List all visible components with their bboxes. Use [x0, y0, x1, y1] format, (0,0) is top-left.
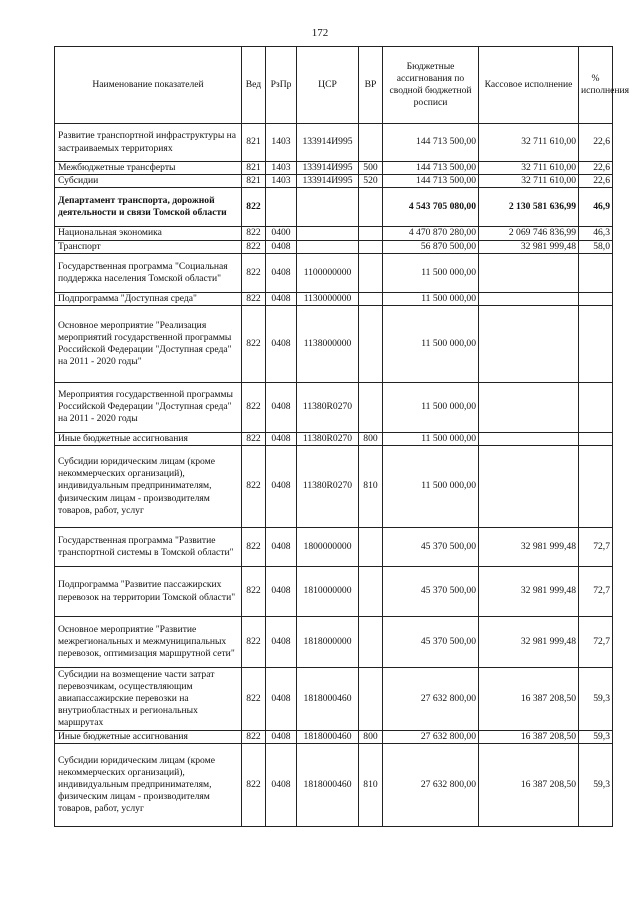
cell-rzpr: 0408	[266, 253, 297, 292]
budget-execution-table	[54, 46, 630, 827]
cell-vr: 800	[359, 432, 383, 445]
cell-budget: 11 500 000,00	[383, 292, 479, 305]
cell-csr: 11380R0270	[297, 446, 359, 528]
cell-vr	[359, 253, 383, 292]
cell-rzpr: 0408	[266, 292, 297, 305]
table-row	[55, 528, 613, 567]
cell-vr: 500	[359, 162, 383, 175]
cell-rzpr: 0408	[266, 446, 297, 528]
cell-cash: 32 981 999,48	[479, 240, 579, 253]
cell-vr	[359, 528, 383, 567]
cell-ved: 822	[242, 567, 266, 617]
column-header-rzpr: РзПр	[266, 47, 297, 124]
table-row	[55, 124, 613, 162]
cell-budget: 27 632 800,00	[383, 731, 479, 744]
cell-cash: 16 387 208,50	[479, 731, 579, 744]
cell-name: Развитие транспортной инфраструктуры на застраиваемых территориях	[55, 124, 242, 162]
cell-ved: 821	[242, 175, 266, 188]
cell-name: Субсидии	[55, 175, 242, 188]
cell-name: Основное мероприятие "Развитие межрегиональных и межмуниципальных перевозок, оптимизация маршрутной сети"	[55, 617, 242, 668]
cell-budget: 11 500 000,00	[383, 446, 479, 528]
cell-percent	[579, 305, 613, 382]
table-row	[55, 668, 613, 731]
cell-rzpr: 1403	[266, 162, 297, 175]
cell-rzpr: 0408	[266, 240, 297, 253]
cell-cash: 2 069 746 836,99	[479, 227, 579, 240]
cell-cash	[479, 446, 579, 528]
cell-vr	[359, 124, 383, 162]
cell-name: Мероприятия государственной программы Российской Федерации "Доступная среда" на 2011 - 2020 годы	[55, 382, 242, 432]
cell-ved: 822	[242, 227, 266, 240]
cell-csr: 1818000460	[297, 731, 359, 744]
cell-budget: 56 870 500,00	[383, 240, 479, 253]
cell-percent: 59,3	[579, 668, 613, 731]
cell-percent: 72,7	[579, 617, 613, 668]
cell-rzpr: 1403	[266, 175, 297, 188]
cell-percent	[579, 253, 613, 292]
cell-rzpr: 0408	[266, 432, 297, 445]
cell-budget: 45 370 500,00	[383, 567, 479, 617]
cell-vr	[359, 567, 383, 617]
cell-name: Субсидии юридическим лицам (кроме некоммерческих организаций), индивидуальным предпринимателям, физическим лицам - производителям товаров, работ, услуг	[55, 744, 242, 827]
cell-budget: 45 370 500,00	[383, 528, 479, 567]
table-row	[55, 292, 613, 305]
cell-csr: 11380R0270	[297, 432, 359, 445]
cell-cash: 2 130 581 636,99	[479, 188, 579, 227]
cell-rzpr: 0408	[266, 731, 297, 744]
table-row	[55, 382, 613, 432]
cell-rzpr: 0408	[266, 668, 297, 731]
cell-ved: 822	[242, 305, 266, 382]
cell-rzpr: 0408	[266, 617, 297, 668]
cell-budget: 144 713 500,00	[383, 124, 479, 162]
cell-name: Государственная программа "Развитие транспортной системы в Томской области"	[55, 528, 242, 567]
cell-cash: 16 387 208,50	[479, 744, 579, 827]
cell-rzpr: 1403	[266, 124, 297, 162]
cell-rzpr: 0408	[266, 567, 297, 617]
cell-cash: 32 981 999,48	[479, 567, 579, 617]
cell-cash: 32 981 999,48	[479, 528, 579, 567]
cell-budget: 11 500 000,00	[383, 382, 479, 432]
cell-budget: 11 500 000,00	[383, 305, 479, 382]
cell-cash	[479, 253, 579, 292]
cell-ved: 822	[242, 744, 266, 827]
cell-vr	[359, 292, 383, 305]
cell-csr: 1818000460	[297, 744, 359, 827]
cell-name: Межбюджетные трансферты	[55, 162, 242, 175]
cell-vr: 520	[359, 175, 383, 188]
cell-ved: 822	[242, 240, 266, 253]
page-number: 172	[311, 27, 329, 39]
table-row	[55, 617, 613, 668]
cell-budget: 11 500 000,00	[383, 253, 479, 292]
column-header-csr: ЦСР	[297, 47, 359, 124]
cell-cash: 16 387 208,50	[479, 668, 579, 731]
cell-csr	[297, 227, 359, 240]
cell-name: Государственная программа "Социальная поддержка населения Томской области"	[55, 253, 242, 292]
cell-csr: 1800000000	[297, 528, 359, 567]
cell-csr: 133914И995	[297, 124, 359, 162]
cell-name: Подпрограмма "Развитие пассажирских перевозок на территории Томской области"	[55, 567, 242, 617]
column-header-vr: ВР	[359, 47, 383, 124]
cell-cash	[479, 432, 579, 445]
cell-csr	[297, 188, 359, 227]
cell-csr: 1130000000	[297, 292, 359, 305]
cell-vr	[359, 227, 383, 240]
table-row	[55, 240, 613, 253]
cell-rzpr: 0408	[266, 744, 297, 827]
cell-csr: 11380R0270	[297, 382, 359, 432]
cell-budget: 144 713 500,00	[383, 162, 479, 175]
cell-ved: 821	[242, 124, 266, 162]
cell-ved: 821	[242, 162, 266, 175]
table-row	[55, 162, 613, 175]
table-row	[55, 567, 613, 617]
column-header-name: Наименование показателей	[55, 47, 242, 124]
cell-percent: 46,9	[579, 188, 613, 227]
cell-name: Департамент транспорта, дорожной деятельности и связи Томской области	[55, 188, 242, 227]
cell-vr	[359, 617, 383, 668]
cell-percent: 22,6	[579, 162, 613, 175]
column-header-ved: Вед	[242, 47, 266, 124]
cell-percent	[579, 432, 613, 445]
cell-name: Субсидии на возмещение части затрат перевозчикам, осуществляющим авиапассажирские перевозки на внутриобластных и региональных маршрутах	[55, 668, 242, 731]
cell-cash: 32 981 999,48	[479, 617, 579, 668]
cell-csr: 133914И995	[297, 175, 359, 188]
cell-ved: 822	[242, 432, 266, 445]
cell-ved: 822	[242, 292, 266, 305]
cell-percent: 72,7	[579, 528, 613, 567]
column-header-budget: Бюджетные ассигнования по сводной бюджетной росписи	[383, 47, 479, 124]
cell-ved: 822	[242, 617, 266, 668]
cell-vr: 810	[359, 446, 383, 528]
cell-name: Иные бюджетные ассигнования	[55, 432, 242, 445]
cell-budget: 27 632 800,00	[383, 744, 479, 827]
cell-percent	[579, 292, 613, 305]
cell-csr: 1810000000	[297, 567, 359, 617]
cell-name: Иные бюджетные ассигнования	[55, 731, 242, 744]
cell-percent: 22,6	[579, 175, 613, 188]
cell-ved: 822	[242, 731, 266, 744]
table-row	[55, 446, 613, 528]
cell-csr: 133914И995	[297, 162, 359, 175]
cell-name: Основное мероприятие "Реализация мероприятий государственной программы Российской Федерации "Доступная среда" на 2011 - 2020 годы"	[55, 305, 242, 382]
cell-budget: 144 713 500,00	[383, 175, 479, 188]
cell-ved: 822	[242, 528, 266, 567]
table-header-row	[55, 47, 613, 124]
cell-cash: 32 711 610,00	[479, 162, 579, 175]
cell-rzpr	[266, 188, 297, 227]
table-row	[55, 305, 613, 382]
cell-csr: 1818000000	[297, 617, 359, 668]
cell-name: Национальная экономика	[55, 227, 242, 240]
column-header-cash: Кассовое исполнение	[479, 47, 579, 124]
cell-percent: 59,3	[579, 731, 613, 744]
table-row	[55, 744, 613, 827]
column-header-percent: % исполнения	[579, 47, 613, 124]
cell-vr	[359, 382, 383, 432]
cell-rzpr: 0408	[266, 305, 297, 382]
cell-vr: 810	[359, 744, 383, 827]
cell-vr	[359, 668, 383, 731]
cell-ved: 822	[242, 188, 266, 227]
cell-budget: 4 470 870 280,00	[383, 227, 479, 240]
cell-budget: 11 500 000,00	[383, 432, 479, 445]
cell-percent: 58,0	[579, 240, 613, 253]
cell-ved: 822	[242, 668, 266, 731]
cell-ved: 822	[242, 382, 266, 432]
table-row	[55, 432, 613, 445]
cell-rzpr: 0400	[266, 227, 297, 240]
table-row	[55, 227, 613, 240]
cell-name: Субсидии юридическим лицам (кроме некоммерческих организаций), индивидуальным предпринимателям, физическим лицам - производителям товаров, работ, услуг	[55, 446, 242, 528]
cell-ved: 822	[242, 446, 266, 528]
cell-name: Транспорт	[55, 240, 242, 253]
cell-budget: 4 543 705 080,00	[383, 188, 479, 227]
table-row	[55, 188, 613, 227]
cell-budget: 27 632 800,00	[383, 668, 479, 731]
cell-rzpr: 0408	[266, 528, 297, 567]
cell-csr	[297, 240, 359, 253]
table-row	[55, 175, 613, 188]
cell-csr: 1818000460	[297, 668, 359, 731]
cell-csr: 1138000000	[297, 305, 359, 382]
cell-percent	[579, 382, 613, 432]
cell-percent: 59,3	[579, 744, 613, 827]
cell-vr: 800	[359, 731, 383, 744]
cell-cash: 32 711 610,00	[479, 124, 579, 162]
cell-percent: 22,6	[579, 124, 613, 162]
cell-cash	[479, 305, 579, 382]
cell-budget: 45 370 500,00	[383, 617, 479, 668]
cell-cash	[479, 382, 579, 432]
cell-rzpr: 0408	[266, 382, 297, 432]
cell-cash	[479, 292, 579, 305]
cell-percent	[579, 446, 613, 528]
cell-ved: 822	[242, 253, 266, 292]
cell-vr	[359, 188, 383, 227]
cell-vr	[359, 240, 383, 253]
table-row	[55, 253, 613, 292]
cell-vr	[359, 305, 383, 382]
cell-cash: 32 711 610,00	[479, 175, 579, 188]
cell-percent: 72,7	[579, 567, 613, 617]
table-row	[55, 731, 613, 744]
cell-csr: 1100000000	[297, 253, 359, 292]
cell-name: Подпрограмма "Доступная среда"	[55, 292, 242, 305]
cell-percent: 46,3	[579, 227, 613, 240]
